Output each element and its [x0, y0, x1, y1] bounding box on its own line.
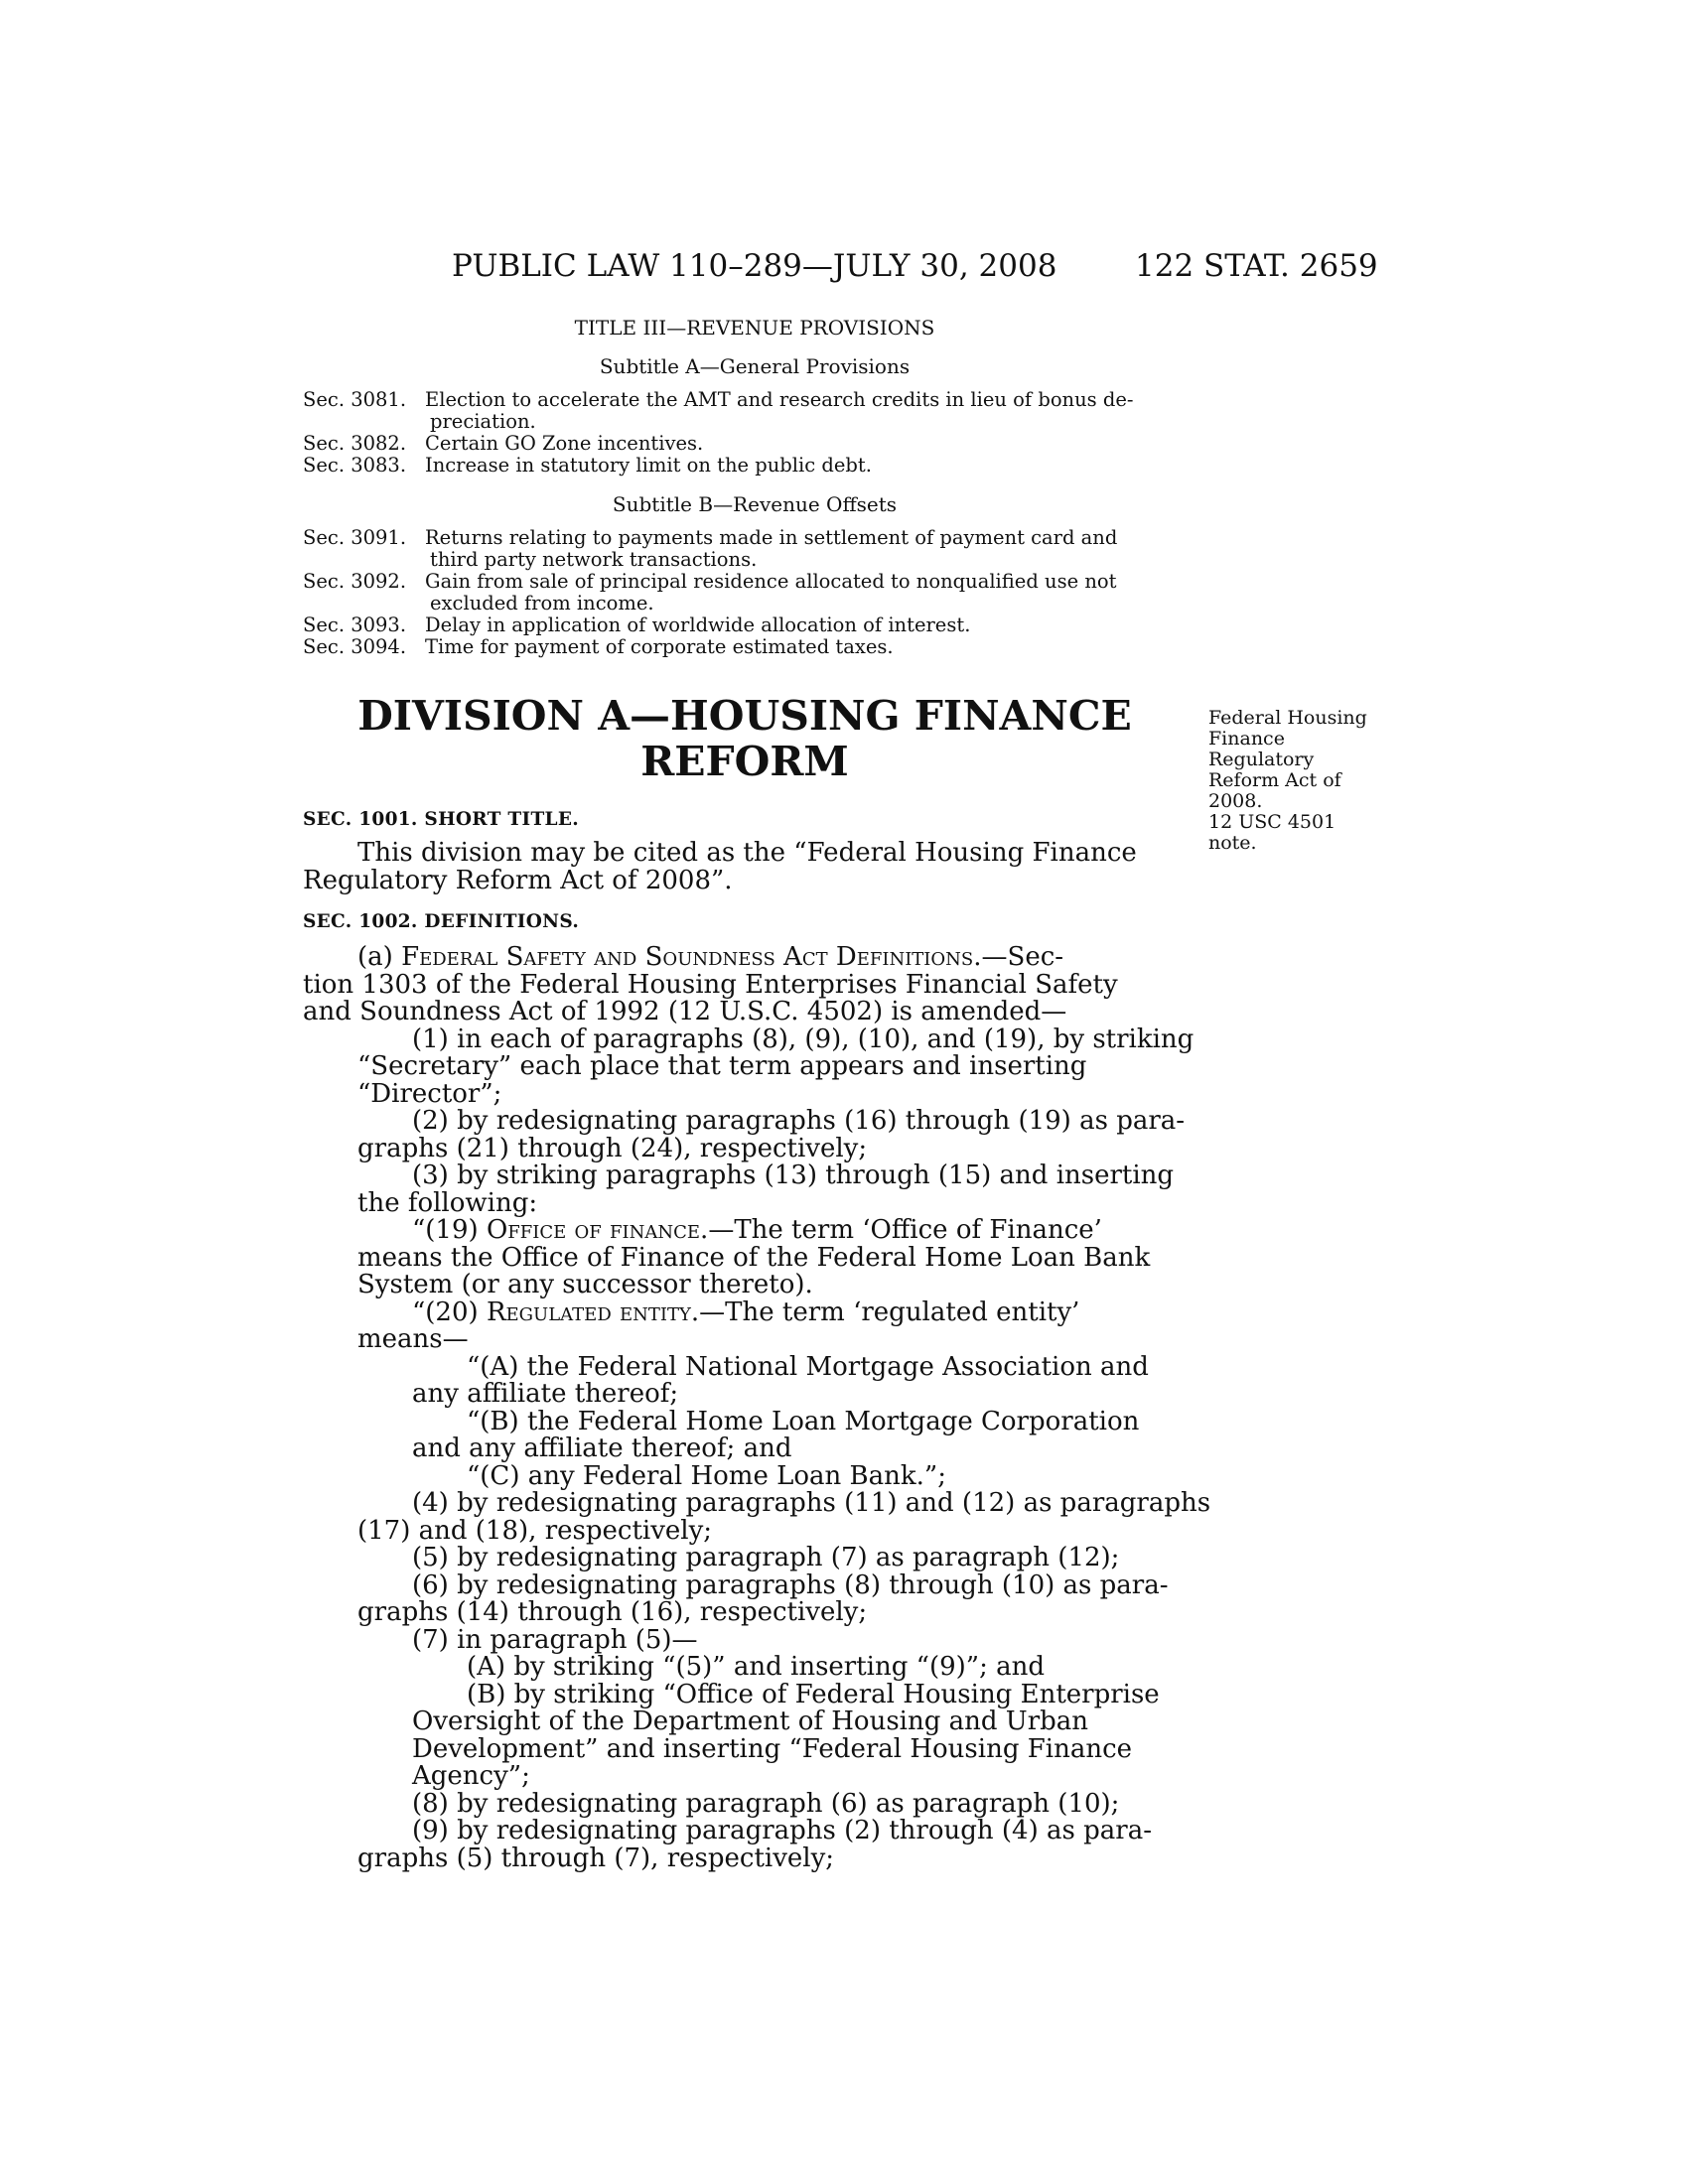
toc-entry-number: Sec. 3081. [303, 388, 407, 411]
body-line: “Secretary” each place that term appears and inserting [357, 1051, 1087, 1081]
subsection-lead: —Sec- [981, 942, 1064, 972]
body-line: and Soundness Act of 1992 (12 U.S.C. 4502) is amended— [303, 997, 1067, 1026]
body-line: (2) by redesignating paragraphs (16) through (19) as para- [412, 1106, 1186, 1136]
body-line [412, 1298, 1079, 1326]
paragraph-caption: Office of finance. [486, 1215, 709, 1245]
toc-title: TITLE III—REVENUE PROVISIONS [574, 316, 935, 340]
division-title-line: DIVISION A—HOUSING FINANCE [357, 692, 1132, 740]
body-line [357, 943, 1063, 971]
body-line: means— [357, 1324, 469, 1354]
margin-note-line: Federal Housing [1208, 707, 1367, 729]
body-line: (9) by redesignating paragraphs (2) through (4) as para- [412, 1816, 1152, 1845]
body-line: graphs (21) through (24), respectively; [357, 1134, 868, 1163]
paragraph-lead: —The term ‘Office of Finance’ [708, 1215, 1102, 1245]
body-line: (1) in each of paragraphs (8), (9), (10), and (19), by striking [412, 1024, 1195, 1054]
body-line: (6) by redesignating paragraphs (8) through (10) as para- [412, 1570, 1169, 1600]
toc-entry-number: Sec. 3082. [303, 432, 407, 455]
body-line: Agency”; [412, 1761, 530, 1791]
body-line: (7) in paragraph (5)— [412, 1625, 698, 1655]
section-heading-1002: SEC. 1002. DEFINITIONS. [303, 911, 580, 932]
statute-page-reference: 122 STAT. 2659 [1135, 248, 1378, 284]
toc-entry-text: Returns relating to payments made in settlement of payment card and [425, 526, 1118, 549]
body-line: and any affiliate thereof; and [412, 1433, 792, 1463]
division-title-line: REFORM [640, 738, 849, 785]
body-line: “(C) any Federal Home Loan Bank.”; [467, 1461, 946, 1491]
toc-entry-number: Sec. 3083. [303, 454, 407, 477]
body-line: tion 1303 of the Federal Housing Enterprises Financial Safety [303, 970, 1118, 1000]
body-line: “Director”; [357, 1079, 502, 1109]
body-line: (B) by striking “Office of Federal Housing Enterprise [467, 1680, 1160, 1709]
body-line: Oversight of the Department of Housing and Urban [412, 1706, 1089, 1736]
body-line: Regulatory Reform Act of 2008”. [303, 866, 733, 895]
toc-entry-text: Certain GO Zone incentives. [425, 432, 704, 455]
body-line: (5) by redesignating paragraph (7) as paragraph (12); [412, 1543, 1120, 1572]
body-line: means the Office of Finance of the Federal Home Loan Bank [357, 1243, 1151, 1273]
toc-entry-text: Gain from sale of principal residence allocated to nonqualified use not [425, 570, 1117, 593]
toc-entry-text-continued: preciation. [430, 410, 536, 433]
margin-note-line: Regulatory [1208, 749, 1315, 770]
paragraph-label: “(20) [412, 1297, 487, 1327]
body-line: graphs (14) through (16), respectively; [357, 1597, 868, 1627]
margin-note-line: Reform Act of [1208, 769, 1341, 791]
toc-entry-text: Election to accelerate the AMT and research credits in lieu of bonus de- [425, 388, 1134, 411]
toc-subtitle-b: Subtitle B—Revenue Offsets [612, 492, 898, 516]
body-line: (17) and (18), respectively; [357, 1516, 713, 1546]
body-line [412, 1216, 1102, 1244]
body-line: (8) by redesignating paragraph (6) as paragraph (10); [412, 1789, 1120, 1819]
body-line: the following: [357, 1188, 538, 1218]
margin-note-line: note. [1208, 832, 1257, 854]
subsection-caption: Federal Safety and Soundness Act Definitions. [401, 942, 982, 972]
body-line: (3) by striking paragraphs (13) through (15) and inserting [412, 1160, 1175, 1190]
toc-entry-number: Sec. 3092. [303, 570, 407, 593]
paragraph-label: “(19) [412, 1215, 487, 1245]
toc-entry-text: Time for payment of corporate estimated taxes. [425, 635, 894, 658]
toc-entry-number: Sec. 3091. [303, 526, 407, 549]
toc-entry-text: Delay in application of worldwide allocation of interest. [425, 614, 971, 636]
margin-note-line: 12 USC 4501 [1208, 811, 1336, 833]
toc-entry-number: Sec. 3093. [303, 614, 407, 636]
body-line: Development” and inserting “Federal Housing Finance [412, 1734, 1133, 1764]
toc-entry-text-continued: third party network transactions. [430, 548, 758, 571]
toc-subtitle-a: Subtitle A—General Provisions [599, 354, 911, 378]
body-line: “(A) the Federal National Mortgage Association and [467, 1352, 1149, 1382]
margin-note-line: Finance [1208, 728, 1285, 750]
toc-entry-text: Increase in statutory limit on the public debt. [425, 454, 872, 477]
body-line: This division may be cited as the “Federal Housing Finance [357, 838, 1137, 868]
body-line: graphs (5) through (7), respectively; [357, 1843, 835, 1873]
body-line: (4) by redesignating paragraphs (11) and (12) as paragraphs [412, 1488, 1211, 1518]
toc-entry-text-continued: excluded from income. [430, 592, 654, 614]
paragraph-lead: —The term ‘regulated entity’ [699, 1297, 1080, 1327]
margin-note [1208, 708, 1407, 854]
running-header-title: PUBLIC LAW 110–289—JULY 30, 2008 [452, 248, 1057, 284]
section-heading-1001: SEC. 1001. SHORT TITLE. [303, 809, 579, 830]
toc-entry-number: Sec. 3094. [303, 635, 407, 658]
division-title [298, 693, 1192, 784]
body-line: (A) by striking “(5)” and inserting “(9)”; and [467, 1652, 1045, 1682]
subsection-label: (a) [357, 942, 402, 972]
body-line: System (or any successor thereto). [357, 1270, 813, 1299]
paragraph-caption: Regulated entity. [486, 1297, 700, 1327]
body-line: “(B) the Federal Home Loan Mortgage Corporation [467, 1407, 1140, 1436]
margin-note-line: 2008. [1208, 790, 1263, 812]
body-line: any affiliate thereof; [412, 1379, 679, 1409]
